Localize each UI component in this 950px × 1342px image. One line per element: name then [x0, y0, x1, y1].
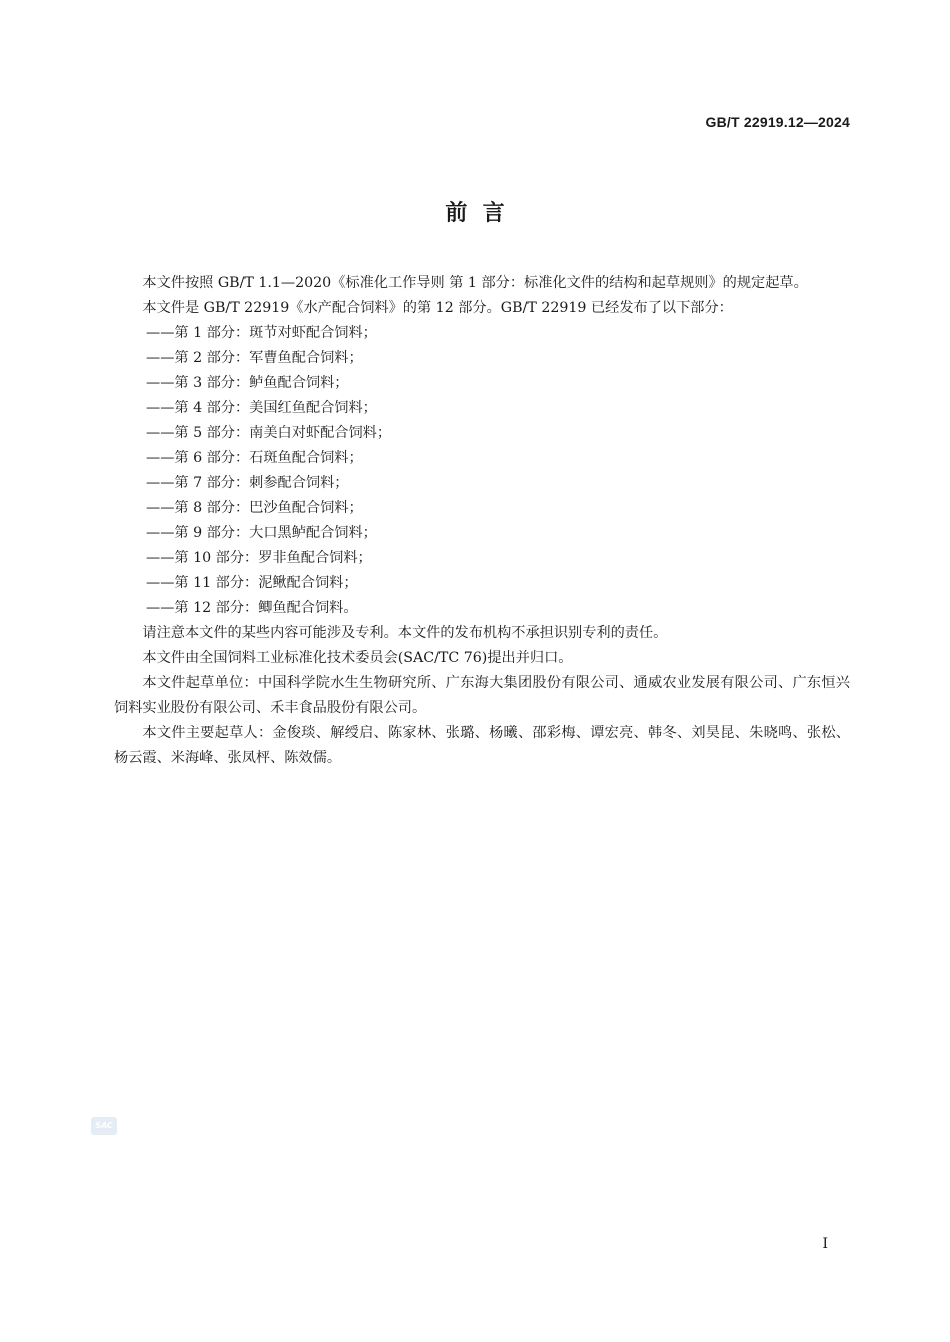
list-item: ——第 5 部分：南美白对虾配合饲料； [146, 425, 392, 441]
page-number: I [822, 1236, 828, 1252]
paragraph-series-intro: 本文件是 GB/T 22919《水产配合饲料》的第 12 部分。GB/T 22919 已经发布了以下部分： [142, 300, 733, 316]
standard-code: GB/T 22919.12—2024 [705, 114, 850, 130]
paragraph-patent-notice: 请注意本文件的某些内容可能涉及专利。本文件的发布机构不承担识别专利的责任。 [142, 625, 668, 641]
sac-watermark-logo: SAC [91, 1117, 117, 1135]
list-item: ——第 6 部分：石斑鱼配合饲料； [146, 450, 363, 466]
list-item: ——第 2 部分：军曹鱼配合饲料； [146, 350, 363, 366]
list-item: ——第 7 部分：刺参配合饲料； [146, 475, 349, 491]
page-title: 前 言 [445, 201, 505, 226]
list-item: ——第 12 部分：鲫鱼配合饲料。 [146, 600, 358, 616]
paragraph-drafters: 本文件主要起草人：金俊琰、解绶启、陈家林、张璐、杨曦、邵彩梅、谭宏亮、韩冬、刘昊昆、朱晓鸣、张松、杨云霞、米海峰、张凤枰、陈效儒。 [114, 725, 850, 766]
paragraph-drafting-rules: 本文件按照 GB/T 1.1—2020《标准化工作导则 第 1 部分：标准化文件的结构和起草规则》的规定起草。 [142, 275, 808, 291]
list-item: ——第 11 部分：泥鳅配合饲料； [146, 575, 358, 591]
list-item: ——第 10 部分：罗非鱼配合饲料； [146, 550, 372, 566]
foreword-body [114, 271, 850, 771]
list-item: ——第 3 部分：鲈鱼配合饲料； [146, 375, 349, 391]
list-item: ——第 1 部分：斑节对虾配合饲料； [146, 325, 377, 341]
parts-list [114, 321, 850, 621]
paragraph-proposer: 本文件由全国饲料工业标准化技术委员会(SAC/TC 76)提出并归口。 [142, 650, 573, 666]
list-item: ——第 9 部分：大口黑鲈配合饲料； [146, 525, 377, 541]
list-item: ——第 8 部分：巴沙鱼配合饲料； [146, 500, 363, 516]
list-item: ——第 4 部分：美国红鱼配合饲料； [146, 400, 377, 416]
paragraph-drafting-units: 本文件起草单位：中国科学院水生生物研究所、广东海大集团股份有限公司、通威农业发展有限公司、广东恒兴饲料实业股份有限公司、禾丰食品股份有限公司。 [114, 675, 850, 716]
